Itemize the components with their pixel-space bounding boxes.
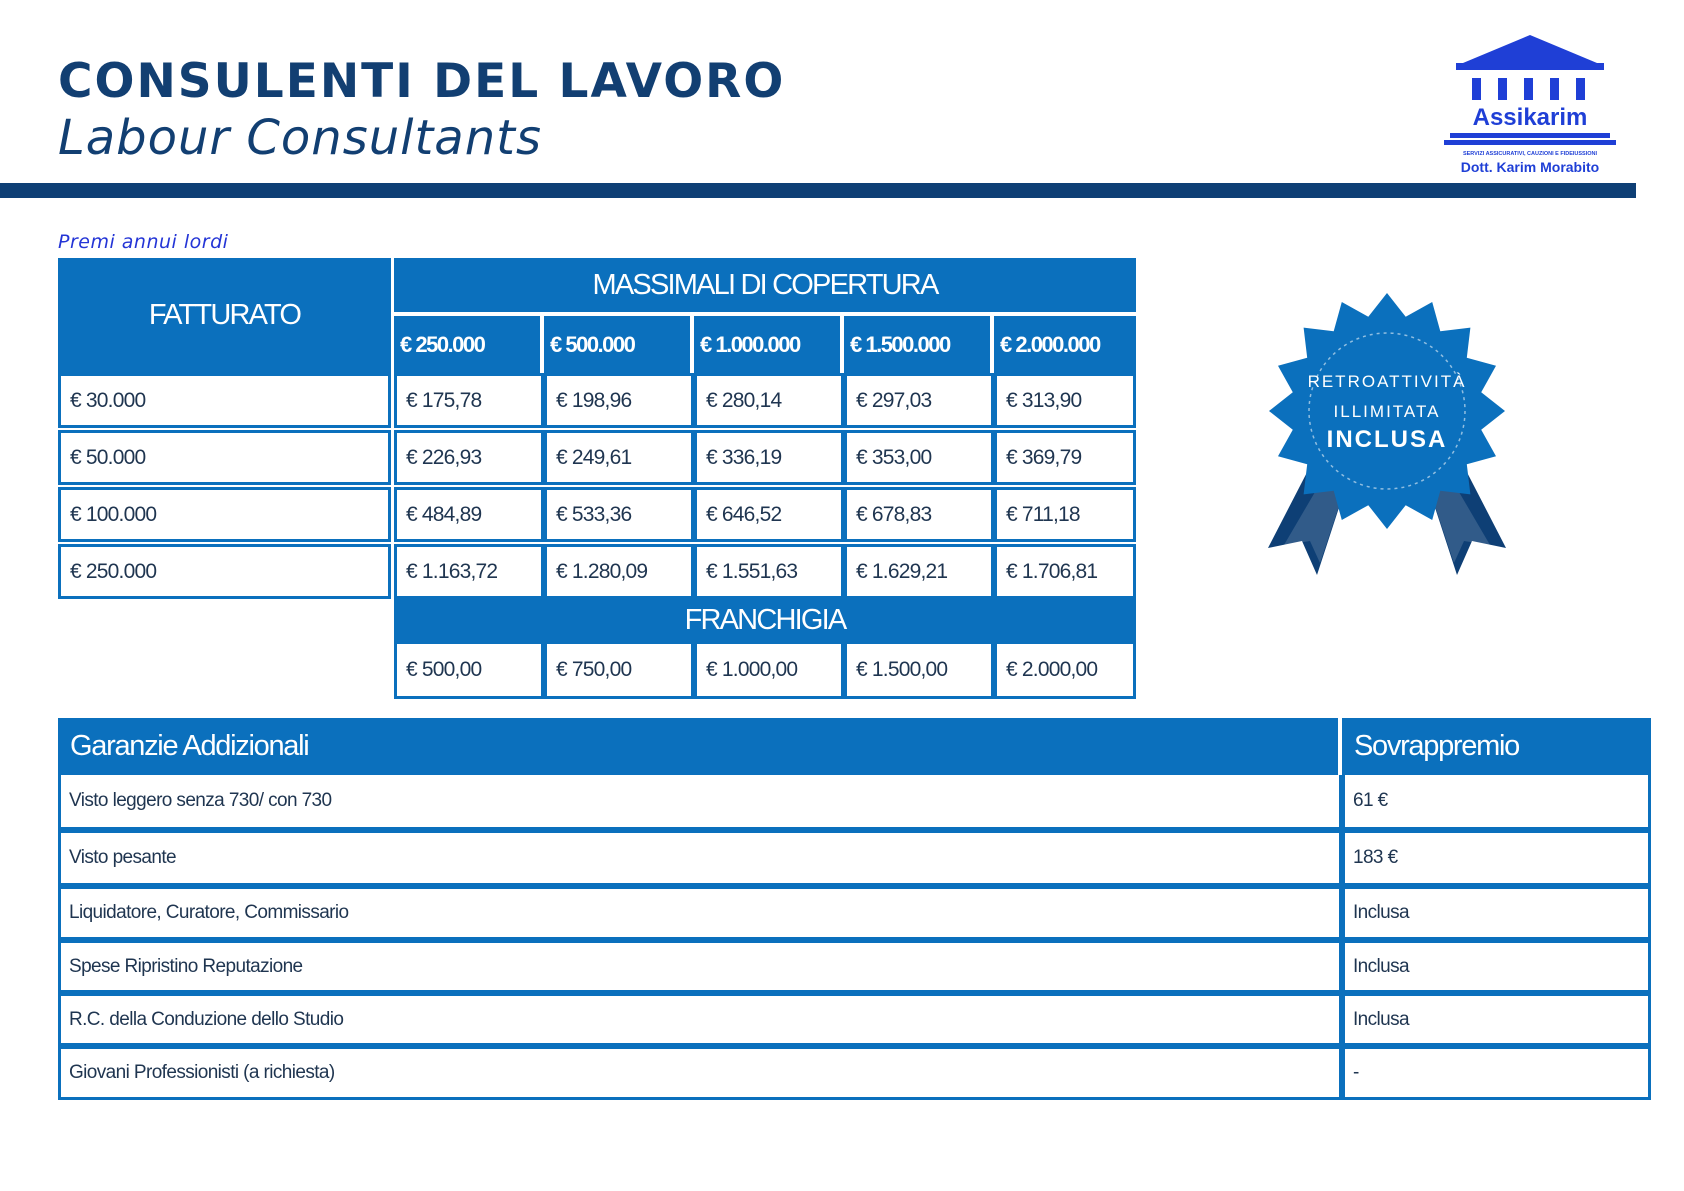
guarantee-name: Liquidatore, Curatore, Commissario [58, 886, 1342, 940]
guarantee-value: 61 € [1342, 775, 1651, 830]
revenue-cell: € 100.000 [58, 487, 391, 542]
premium-cell: € 297,03 [844, 373, 994, 428]
premium-cell: € 1.706,81 [994, 544, 1136, 599]
guarantee-name: Visto leggero senza 730/ con 730 [58, 775, 1342, 830]
deductible-cell: € 1.500,00 [844, 641, 994, 699]
premium-cell: € 678,83 [844, 487, 994, 542]
limit-header: € 250.000 [394, 316, 540, 373]
deductible-cell: € 750,00 [544, 641, 694, 699]
revenue-header: FATTURATO [58, 258, 391, 373]
surcharge-header: Sovrappremio [1342, 718, 1651, 775]
revenue-cell: € 30.000 [58, 373, 391, 428]
revenue-cell: € 250.000 [58, 544, 391, 599]
badge-line-3: INCLUSA [1326, 426, 1448, 453]
limits-header: MASSIMALI DI COPERTURA [394, 258, 1136, 312]
deductible-header: FRANCHIGIA [394, 599, 1136, 641]
premium-cell: € 336,19 [694, 430, 844, 485]
premium-cell: € 313,90 [994, 373, 1136, 428]
badge-line-1: RETROATTIVITÀ [1307, 372, 1467, 391]
header-rule [0, 183, 1636, 198]
guarantee-value: Inclusa [1342, 886, 1651, 940]
premium-cell: € 175,78 [394, 373, 544, 428]
premium-cell: € 353,00 [844, 430, 994, 485]
guarantee-name: Visto pesante [58, 830, 1342, 886]
limit-header: € 1.000.000 [694, 316, 840, 373]
guarantee-value: Inclusa [1342, 993, 1651, 1046]
guarantee-name: Spese Ripristino Reputazione [58, 940, 1342, 993]
deductible-cell: € 2.000,00 [994, 641, 1136, 699]
premium-cell: € 1.280,09 [544, 544, 694, 599]
premium-note: Premi annui lordi [58, 231, 229, 253]
premium-cell: € 369,79 [994, 430, 1136, 485]
premium-cell: € 646,52 [694, 487, 844, 542]
premium-cell: € 711,18 [994, 487, 1136, 542]
logo-owner: Dott. Karim Morabito [1460, 159, 1600, 175]
limit-header: € 2.000.000 [994, 316, 1136, 373]
deductible-cell: € 1.000,00 [694, 641, 844, 699]
deductible-cell: € 500,00 [394, 641, 544, 699]
premium-cell: € 1.551,63 [694, 544, 844, 599]
premium-cell: € 226,93 [394, 430, 544, 485]
premium-cell: € 1.163,72 [394, 544, 544, 599]
page-title: CONSULENTI DEL LAVORO [58, 54, 786, 109]
guarantee-name: Giovani Professionisti (a richiesta) [58, 1046, 1342, 1100]
premium-cell: € 484,89 [394, 487, 544, 542]
premium-cell: € 533,36 [544, 487, 694, 542]
page-subtitle: Labour Consultants [58, 110, 542, 166]
limit-header: € 1.500.000 [844, 316, 990, 373]
revenue-cell: € 50.000 [58, 430, 391, 485]
premium-cell: € 1.629,21 [844, 544, 994, 599]
logo-name: Assikarim [1472, 104, 1588, 131]
guarantees-header: Garanzie Addizionali [58, 718, 1338, 775]
premium-cell: € 198,96 [544, 373, 694, 428]
guarantee-name: R.C. della Conduzione dello Studio [58, 993, 1342, 1046]
limit-header: € 500.000 [544, 316, 690, 373]
guarantee-value: Inclusa [1342, 940, 1651, 993]
guarantee-value: - [1342, 1046, 1651, 1100]
premium-cell: € 280,14 [694, 373, 844, 428]
guarantee-value: 183 € [1342, 830, 1651, 886]
logo-tagline: SERVIZI ASSICURATIVI, CAUZIONI E FIDEIUSSIONI [1462, 151, 1598, 157]
badge-line-2: ILLIMITATA [1333, 402, 1441, 421]
premium-cell: € 249,61 [544, 430, 694, 485]
